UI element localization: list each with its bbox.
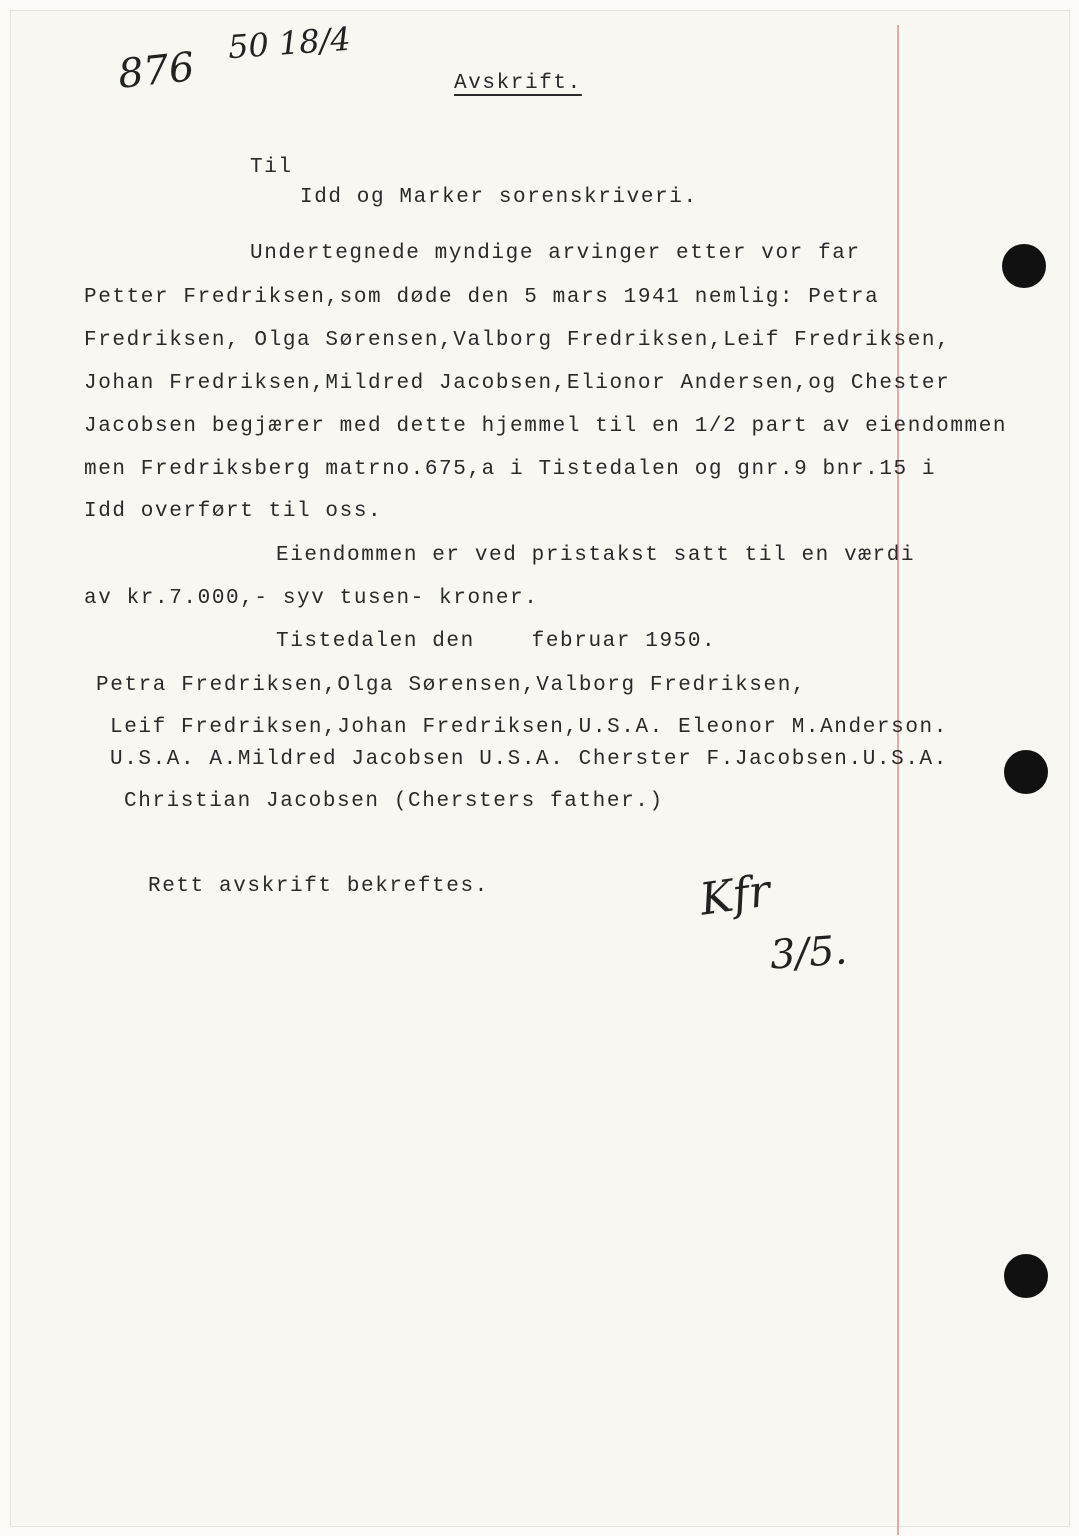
signature-date: 3/5. [768, 927, 849, 979]
signature-initials: Kfr [696, 865, 774, 926]
signatory-line: Leif Fredriksen,Johan Fredriksen,U.S.A. Eleonor M.Anderson. [110, 716, 948, 739]
body-line: Jacobsen begjærer med dette hjemmel til en 1/2 part av eiendommen [84, 415, 1008, 438]
body-line: Eiendommen er ved pristakst satt til en værdi [276, 544, 916, 567]
document-title: Avskrift. [454, 72, 582, 95]
body-line: Undertegnede myndige arvinger etter vor far [250, 242, 861, 265]
red-margin-line [897, 25, 899, 1535]
handwritten-number: 876 [115, 44, 197, 98]
body-line: Idd overført til oss. [84, 500, 383, 523]
recipient-to: Til [250, 156, 293, 179]
body-line: Johan Fredriksen,Mildred Jacobsen,Elionor Andersen,og Chester [84, 372, 951, 395]
recipient-office: Idd og Marker sorenskriveri. [300, 186, 698, 209]
body-line: av kr.7.000,- syv tusen- kroner. [84, 587, 539, 610]
handwritten-date: 50 18/4 [226, 19, 352, 67]
body-line: Petter Fredriksen,som døde den 5 mars 1941 nemlig: Petra [84, 286, 880, 309]
signatory-line: U.S.A. A.Mildred Jacobsen U.S.A. Cherster F.Jacobsen.U.S.A. [110, 748, 948, 771]
signatory-line: Christian Jacobsen (Chersters father.) [124, 790, 664, 813]
signatory-line: Petra Fredriksen,Olga Sørensen,Valborg Fredriksen, [96, 674, 807, 697]
punch-hole-bottom [1004, 1254, 1048, 1298]
place-date: Tistedalen den februar 1950. [276, 630, 717, 653]
body-line: men Fredriksberg matrno.675,a i Tistedalen og gnr.9 bnr.15 i [84, 458, 937, 481]
certification-text: Rett avskrift bekreftes. [148, 875, 489, 898]
punch-hole-middle [1004, 750, 1048, 794]
body-line: Fredriksen, Olga Sørensen,Valborg Fredriksen,Leif Fredriksen, [84, 329, 951, 352]
punch-hole-top [1002, 244, 1046, 288]
